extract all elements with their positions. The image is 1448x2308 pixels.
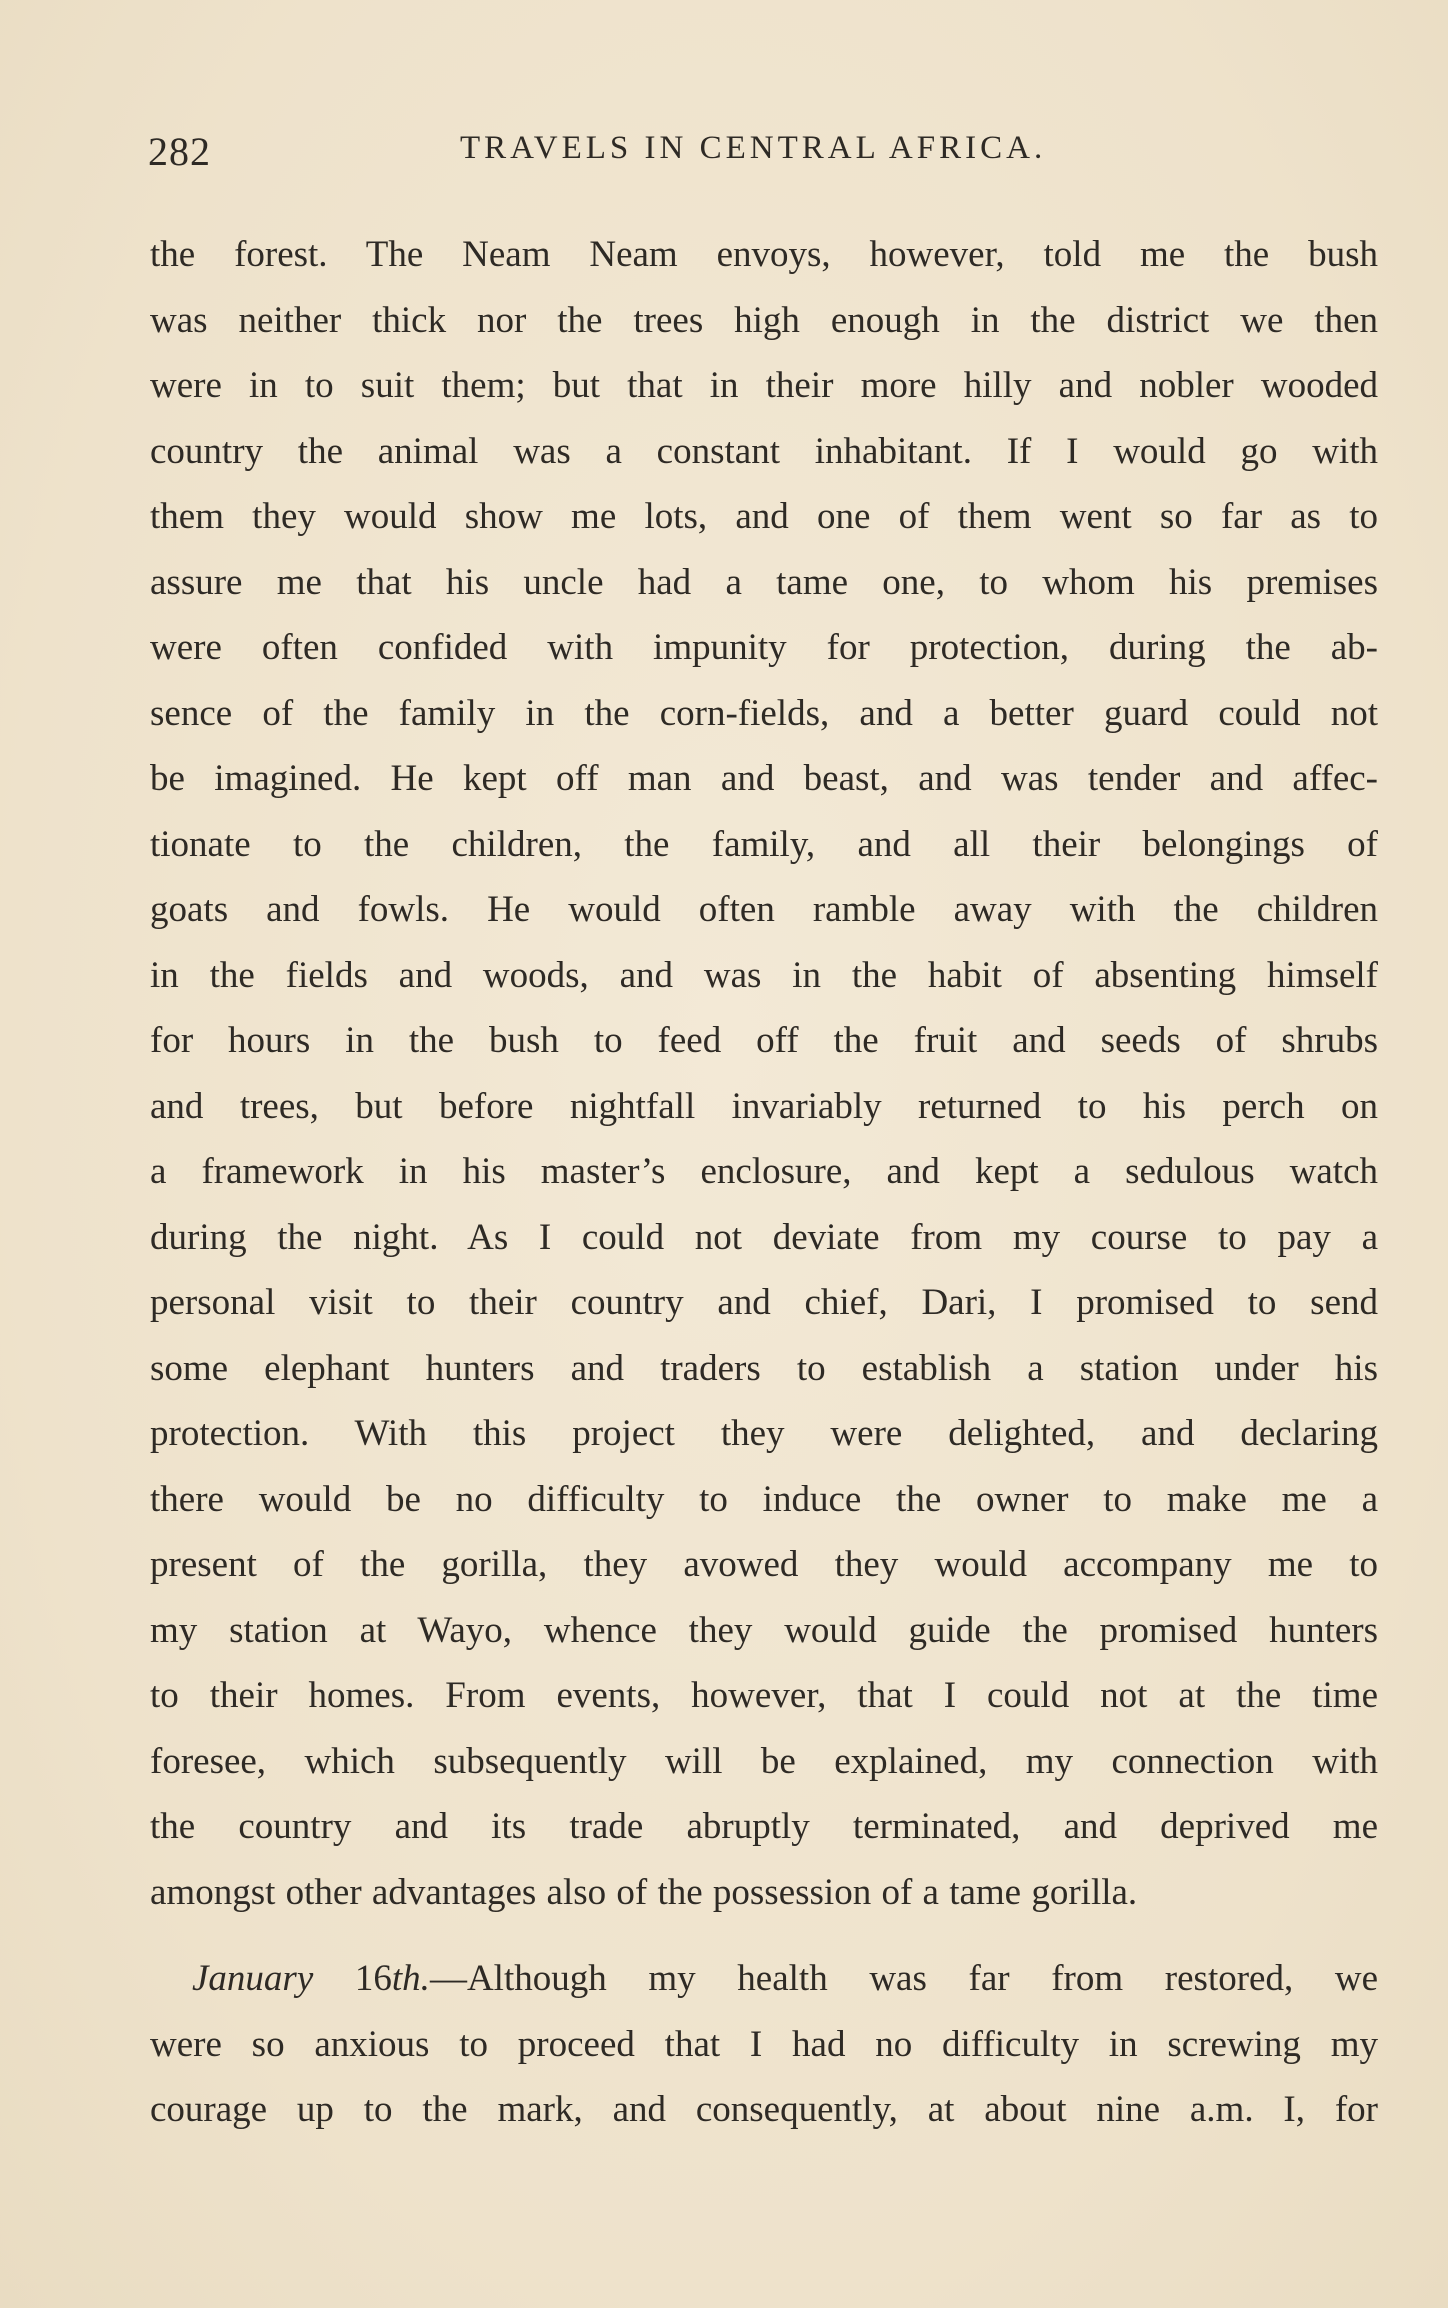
text-line: sence of the family in the corn-fields, and a better guard could not bbox=[150, 692, 1378, 734]
text-line: some elephant hunters and traders to establish a station under his bbox=[150, 1347, 1378, 1389]
running-head bbox=[148, 128, 1378, 178]
text-line: my station at Wayo, whence they would guide the promised hunters bbox=[150, 1609, 1378, 1651]
date-number: 16 bbox=[313, 1958, 392, 1999]
text-line: were in to suit them; but that in their more hilly and nobler wooded bbox=[150, 365, 1378, 406]
text-line: country the animal was a constant inhabitant. If I would go with bbox=[150, 430, 1378, 472]
date-month: January bbox=[192, 1958, 314, 1999]
text-line: be imagined. He kept off man and beast, and was tender and affec- bbox=[150, 758, 1378, 799]
text-line: to their homes. From events, however, that I could not at the time bbox=[150, 1675, 1378, 1716]
paragraph-1 bbox=[150, 222, 1378, 1925]
text-line: the forest. The Neam Neam envoys, however, told me the bush bbox=[150, 234, 1378, 275]
text-line: a framework in his master’s enclosure, and kept a sedulous watch bbox=[150, 1151, 1378, 1192]
text-line: there would be no difficulty to induce the owner to make me a bbox=[150, 1478, 1378, 1520]
text-line: and trees, but before nightfall invariably returned to his perch on bbox=[150, 1085, 1378, 1127]
line-rest: —Although my health was far from restored, we bbox=[429, 1958, 1379, 1999]
text-line: tionate to the children, the family, and all their belongings of bbox=[150, 823, 1378, 865]
text-line-dated bbox=[150, 1946, 1378, 2012]
text-line: were so anxious to proceed that I had no difficulty in screwing my bbox=[150, 2023, 1378, 2065]
text-line: goats and fowls. He would often ramble away with the children bbox=[150, 889, 1378, 930]
running-title: TRAVELS IN CENTRAL AFRICA. bbox=[460, 130, 1047, 166]
text-line: personal visit to their country and chief, Dari, I promised to send bbox=[150, 1282, 1378, 1323]
text-line: protection. With this project they were delighted, and declaring bbox=[150, 1413, 1378, 1454]
page-number: 282 bbox=[148, 129, 211, 174]
text-line: the country and its trade abruptly terminated, and deprived me bbox=[150, 1806, 1378, 1847]
text-line: assure me that his uncle had a tame one, to whom his premises bbox=[150, 561, 1378, 603]
text-line: amongst other advantages also of the possession of a tame gorilla. bbox=[150, 1871, 1138, 1913]
text-line: present of the gorilla, they avowed they would accompany me to bbox=[150, 1544, 1378, 1585]
date-suffix: th. bbox=[391, 1958, 430, 1999]
text-line: during the night. As I could not deviate from my course to pay a bbox=[150, 1216, 1378, 1258]
text-line: courage up to the mark, and consequently, at about nine a.m. I, for bbox=[150, 2089, 1378, 2130]
text-line: were often confided with impunity for protection, during the ab- bbox=[150, 627, 1378, 668]
text-line: for hours in the bush to feed off the fruit and seeds of shrubs bbox=[150, 1020, 1378, 1061]
paragraph-2 bbox=[150, 1946, 1378, 2143]
text-line: foresee, which subsequently will be explained, my connection with bbox=[150, 1740, 1378, 1782]
text-line: in the fields and woods, and was in the habit of absenting himself bbox=[150, 954, 1378, 996]
text-line: them they would show me lots, and one of them went so far as to bbox=[150, 496, 1378, 537]
text-line: was neither thick nor the trees high enough in the district we then bbox=[150, 299, 1378, 341]
